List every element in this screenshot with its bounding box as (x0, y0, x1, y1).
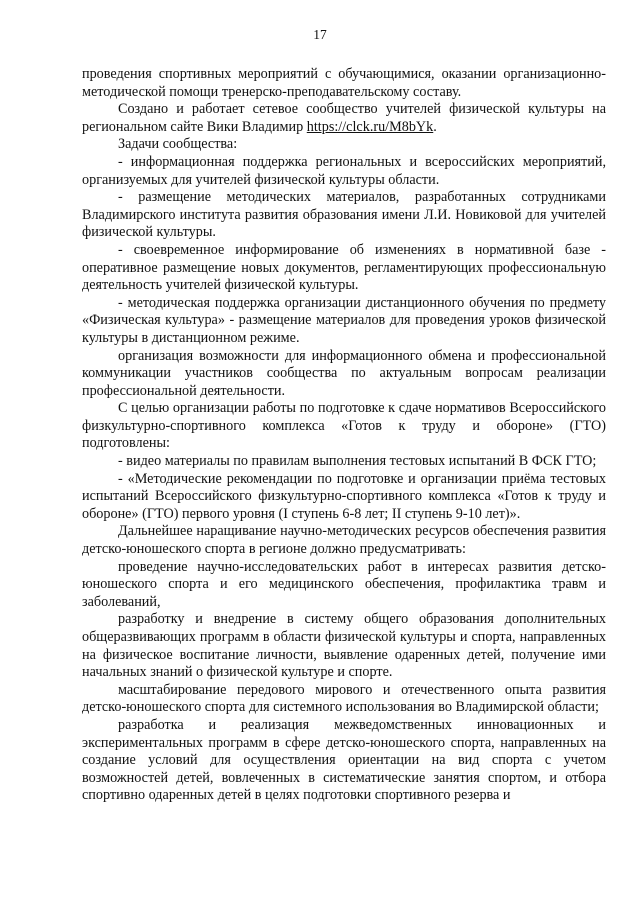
paragraph: Дальнейшее наращивание научно-методических ресурсов обеспечения развития детско-юношеского спорта в регионе должно предусматривать: (82, 523, 606, 558)
paragraph-end: . (433, 118, 437, 135)
paragraph: проведения спортивных мероприятий с обучающимися, оказании организационно-методической помощи тренерско-преподавательскому составу. (82, 66, 606, 100)
paragraph: Задачи сообщества: (118, 136, 238, 153)
list-item: организация возможности для информационного обмена и профессиональной коммуникации участников сообщества по актуальным вопросам реализации профессиональной деятельности. (82, 347, 606, 399)
list-item: - «Методические рекомендации по подготовке и организации приёма тестовых испытаний Всероссийского физкультурно-спортивного комплекса «Готов к труду и обороне» (ГТО) первого уровня (I ступень 6-8 лет; II ступень 9-10 лет)». (82, 470, 606, 522)
list-item: разработка и реализация межведомственных инновационных и экспериментальных программ в сфере детско-юношеского спорта, направленных на создание условий для осуществления ориентации на вид спорта с учетом возможностей детей, вовлеченных в систематические занятия спортом, и отбора спортивно одаренных детей в целях подготовки спортивного резерва и (82, 716, 606, 804)
list-item: - своевременное информирование об изменениях в нормативной базе - оперативное размещение новых документов, регламентирующих профессиональную деятельность учителей физической культуры. (82, 241, 606, 294)
community-link[interactable]: https://clck.ru/M8bYk (306, 118, 434, 135)
paragraph-with-link (82, 101, 606, 136)
list-item: - методическая поддержка организации дистанционного обучения по предмету «Физическая культура» - размещение материалов для проведения уроков физической культуры в дистанционном режиме. (82, 294, 606, 346)
list-item: - размещение методических материалов, разработанных сотрудниками Владимирского института развития образования имени Л.И. Новиковой для учителей физической культуры. (82, 189, 606, 241)
body-text (82, 66, 606, 805)
list-item: масштабирование передового мирового и отечественного опыта развития детско-юношеского спорта для системного использования во Владимирской области; (82, 681, 606, 716)
list-item: проведение научно-исследовательских работ в интересах развития детско-юношеского спорта и его медицинского обеспечения, профилактика травм и заболеваний, (82, 558, 606, 610)
list-item: разработку и внедрение в систему общего образования дополнительных общеразвивающих программ в области физической культуры и спорта, направленных на физическое воспитание личности, выявление одаренных детей, получение ими начальных знаний о физической культуре и спорте. (82, 611, 606, 681)
list-item: - информационная поддержка региональных и всероссийских мероприятий, организуемых для учителей физической культуры области. (82, 153, 606, 188)
paragraph: С целью организации работы по подготовке к сдаче нормативов Всероссийского физкультурно-спортивного комплекса «Готов к труду и обороне» (ГТО) подготовлены: (82, 400, 606, 452)
page-number: 17 (313, 27, 327, 42)
paragraph-text: Создано и работает сетевое сообщество учителей физической культуры на региональном сайте Вики Владимир (82, 101, 606, 135)
list-item: - видео материалы по правилам выполнения тестовых испытаний В ФСК ГТО; (118, 453, 597, 470)
